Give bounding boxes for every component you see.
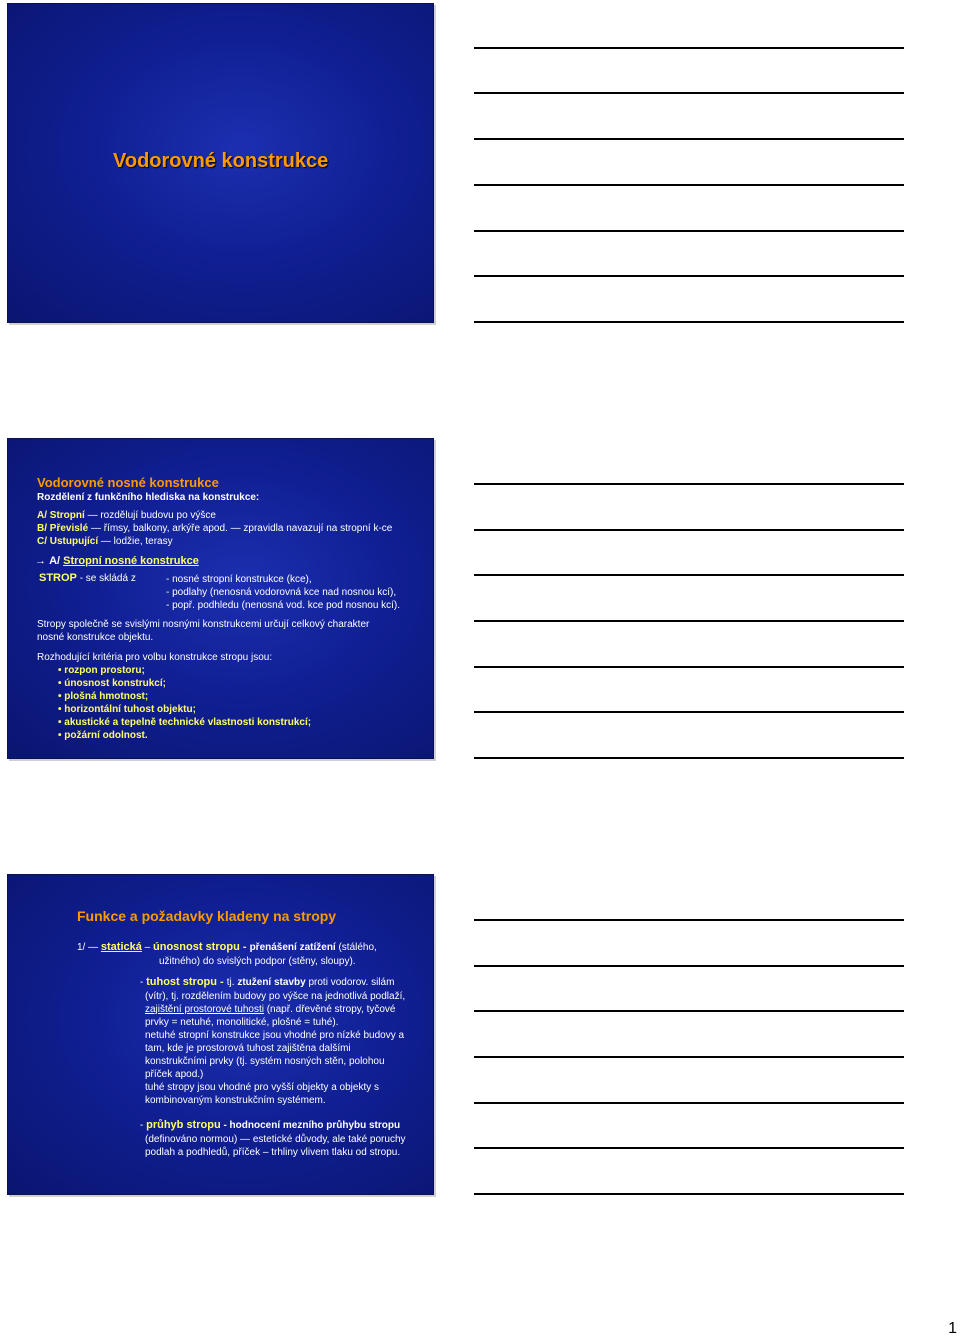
note-line <box>474 1102 904 1104</box>
note-line <box>474 620 904 622</box>
stiffness-line-5: netuhé stropní konstrukce jsou vhodné pro nízké budovy a <box>145 1030 405 1041</box>
category-c: C/ Ustupující — lodžie, terasy <box>37 536 173 547</box>
bullet-icon: • <box>58 691 62 702</box>
bullet-icon: • <box>58 730 62 741</box>
bullet-icon: • <box>58 717 62 728</box>
note-line <box>474 666 904 668</box>
note-line <box>474 529 904 531</box>
stiffness-line-8: příček apod.) <box>145 1069 204 1080</box>
note-line <box>474 1056 904 1058</box>
strop-definition: STROP - se skládá z <box>39 572 136 584</box>
note-line <box>474 965 904 967</box>
note-line <box>474 321 904 323</box>
arrow-right-icon: → <box>35 555 46 567</box>
slide-2-subtitle: Rozdělení z funkčního hlediska na konstrukce: <box>37 492 260 503</box>
note-line <box>474 230 904 232</box>
criteria-item: • rozpon prostoru; <box>58 665 145 676</box>
deflection-line-3: podlah a podhledů, příček – trhliny vlivem tlaku od stropu. <box>145 1147 401 1158</box>
note-line <box>474 138 904 140</box>
note-line <box>474 483 904 485</box>
deflection-line-1: - průhyb stropu - hodnocení mezního průhybu stropu <box>140 1119 401 1131</box>
stiffness-line-1: - tuhost stropu - tj. ztužení stavby proti vodorov. silám <box>140 976 395 988</box>
note-line <box>474 574 904 576</box>
page-number: 1 <box>948 1320 957 1337</box>
note-line <box>474 1193 904 1195</box>
slide-2-title: Vodorovné nosné konstrukce <box>37 475 219 490</box>
slide-3-title: Funkce a požadavky kladeny na stropy <box>77 908 337 924</box>
category-a: A/ Stropní — rozdělují budovu po výšce <box>37 510 216 521</box>
stiffness-line-10: kombinovaným konstrukčním systémem. <box>145 1095 326 1106</box>
note-line <box>474 1010 904 1012</box>
bullet-icon: • <box>58 665 62 676</box>
criteria-item: • únosnost konstrukcí; <box>58 678 166 689</box>
stiffness-line-4: prvky = netuhé, monolitické, plošné = tuhé). <box>145 1017 339 1028</box>
slide-1 <box>7 3 434 323</box>
note-line <box>474 184 904 186</box>
slide-3 <box>7 874 434 1195</box>
note-line <box>474 711 904 713</box>
stiffness-line-2: (vítr), tj. rozdělením budovy po výšce na jednotlivá podlaží, <box>145 991 406 1002</box>
paragraph-1-line-2: nosné konstrukce objektu. <box>37 632 154 643</box>
note-line <box>474 919 904 921</box>
strop-part-2: - podlahy (nenosná vodorovná kce nad nosnou kcí), <box>166 587 397 598</box>
note-line <box>474 275 904 277</box>
strop-part-1: - nosné stropní konstrukce (kce), <box>166 574 312 585</box>
slide-2 <box>7 438 434 759</box>
stiffness-line-3: zajištění prostorové tuhosti (např. dřevěné stropy, tyčové <box>145 1004 396 1015</box>
stiffness-line-7: konstrukčními prvky (tj. systém nosných stěn, polohou <box>145 1056 385 1067</box>
note-line <box>474 47 904 49</box>
criteria-item: • plošná hmotnost; <box>58 691 149 702</box>
slide-1-title: Vodorovné konstrukce <box>113 150 329 172</box>
paragraph-1-line-1: Stropy společně se svislými nosnými konstrukcemi určují celkový charakter <box>37 619 370 630</box>
criteria-item: • horizontální tuhost objektu; <box>58 704 196 715</box>
deflection-line-2: (definováno normou) — estetické důvody, ale také poruchy <box>145 1134 406 1145</box>
stiffness-line-9: tuhé stropy jsou vhodné pro vyšší objekty a objekty s <box>145 1082 380 1093</box>
strop-part-3: - popř. podhledu (nenosná vod. kce pod nosnou kcí). <box>166 600 401 611</box>
note-line <box>474 92 904 94</box>
category-b: B/ Převislé — římsy, balkony, arkýře apod. — zpravidla navazují na stropní k-ce <box>37 523 393 534</box>
note-line <box>474 1147 904 1149</box>
static-line-1: 1/ — statická – únosnost stropu - přenášení zatížení (stálého, <box>77 941 377 953</box>
bullet-icon: • <box>58 678 62 689</box>
bullet-icon: • <box>58 704 62 715</box>
criteria-item: • požární odolnost. <box>58 730 148 741</box>
criteria-item: • akustické a tepelně technické vlastnosti konstrukcí; <box>58 717 312 728</box>
criteria-intro: Rozhodující kritéria pro volbu konstrukce stropu jsou: <box>37 652 273 663</box>
note-line <box>474 757 904 759</box>
section-heading: → A/ Stropní nosné konstrukce <box>35 555 199 567</box>
stiffness-line-6: tam, kde je prostorová tuhost zajištěna dalšími <box>145 1043 351 1054</box>
static-line-2: užitného) do svislých podpor (stěny, sloupy). <box>159 956 356 967</box>
